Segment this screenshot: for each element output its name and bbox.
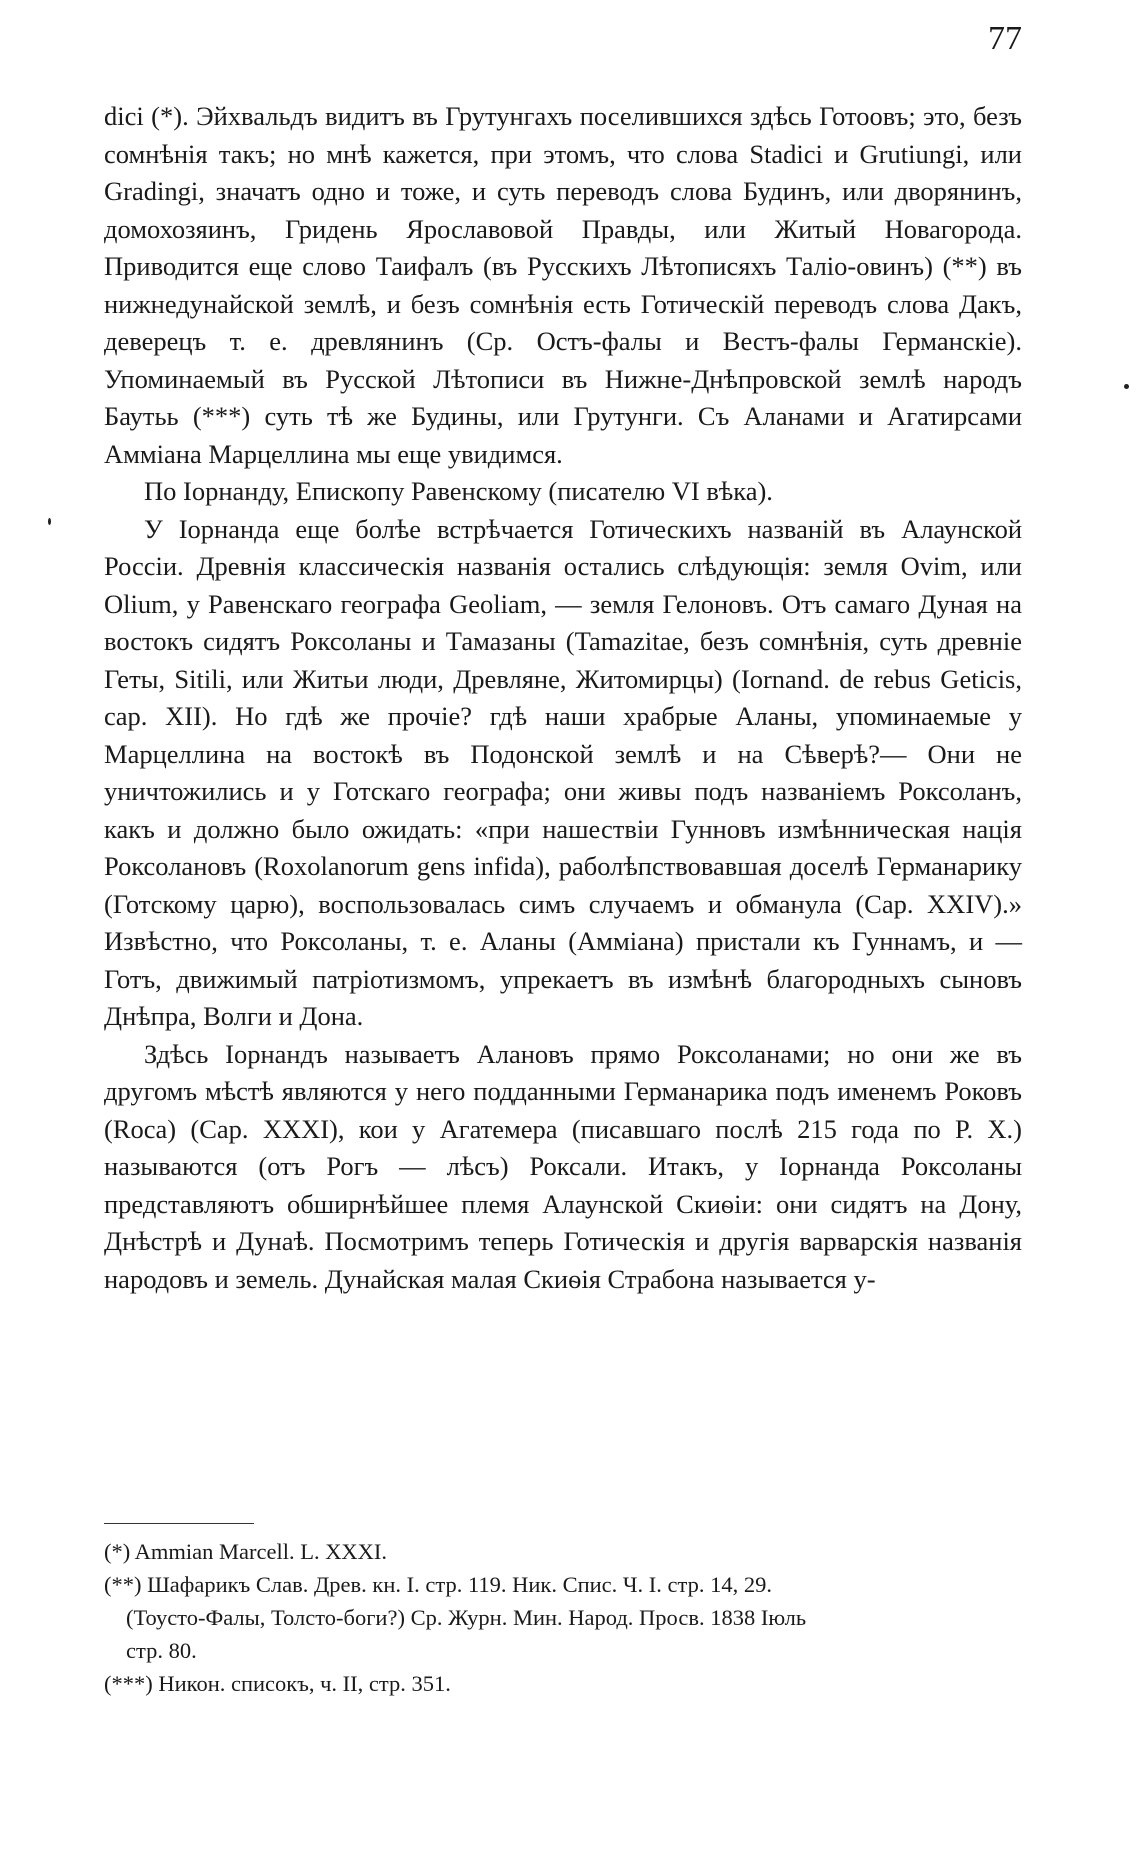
margin-ink-mark <box>1124 384 1129 389</box>
paragraph: У Іорнанда еще болѣе встрѣчается Готическихъ названій въ Алаунской Россіи. Древнія классическія названія остались слѣдующія: земля Ovim, или Olium, у Равенскаго географа Geoliam, — земля Гелоновъ. Отъ самаго Дуная на востокъ сидятъ Роксоланы и Тамазаны (Tamazitae, безъ сомнѣнія, суть древніе Геты, Sitili, или Житьи люди, Древляне, Житомирцы) (Iornand. de rebus Geticis, cap. XII). Но гдѣ же прочіе? гдѣ наши храбрые Аланы, упоминаемые у Марцеллина на востокѣ въ Подонской землѣ и на Сѣверѣ?— Они не уничтожились и у Готскаго географа; они живы подъ названіемъ Роксоланъ, какъ и должно было ожидать: «при нашествіи Гунновъ измѣнническая нація Роксолановъ (Roxolanorum gens infida), раболѣпствовавшая доселѣ Германарику (Готскому царю), воспользовалась симъ случаемъ и обманула (Cap. XXIV).» Извѣстно, что Роксоланы, т. е. Аланы (Аммiана) пристали къ Гуннамъ, и — Готъ, движимый патріотизмомъ, упрекаетъ въ измѣнѣ благородныхъ сыновъ Днѣпра, Волги и Дона. <box>104 513 1022 1031</box>
margin-ink-mark <box>48 518 51 525</box>
page-number: 77 <box>988 20 1022 57</box>
body-text <box>104 98 1022 1298</box>
footnote-divider <box>104 1523 254 1524</box>
section-heading: По Іорнанду, Епископу Равенскому (писателю VI вѣка). <box>144 476 773 506</box>
footnote: (*) Ammian Marcell. L. XXXI. <box>104 1539 388 1564</box>
footnote: (**) Шафарикъ Слав. Древ. кн. I. стр. 119. Ник. Спис. Ч. I. стр. 14, 29. <box>104 1572 773 1597</box>
footnote-continuation: стр. 80. <box>126 1638 197 1663</box>
paragraph: Здѣсь Іорнандъ называетъ Алановъ прямо Роксоланами; но они же въ другомъ мѣстѣ являются у него подданными Германарика подъ именемъ Роковъ (Roca) (Cap. XXXI), кои у Агатемера (писавшаго послѣ 215 года по Р. Х.) называются (отъ Рогъ — лѣсъ) Роксали. Итакъ, у Іорнанда Роксоланы представляютъ обширнѣйшее племя Алаунской Скиѳіи: они сидятъ на Дону, Днѣстрѣ и Дунаѣ. Посмотримъ теперь Готическія и другія варварскія названія народовъ и земель. Дунайская малая Скиѳія Страбона называется у- <box>104 1038 1022 1294</box>
paragraph: dici (*). Эйхвальдъ видитъ въ Грутунгахъ поселившихся здѣсь Готоовъ; это, безъ сомнѣнія такъ; но мнѣ кажется, при этомъ, что слова Stadici и Grutiungi, или Gradingi, значатъ одно и тоже, и суть переводъ слова Будинъ, или дворянинъ, домохозяинъ, Гридень Ярославовой Правды, или Житый Новагорода. Приводится еще слово Таифалъ (въ Русскихъ Лѣтописяхъ Таліо-овинъ) (**) въ нижнедунайской землѣ, и безъ сомнѣнія есть Готическій переводъ слова Дакъ, деверецъ т. е. древлянинъ (Ср. Остъ-фалы и Вестъ-фалы Германскіе). Упоминаемый въ Русской Лѣтописи въ Нижне-Днѣпровской землѣ народъ Баутьь (***) суть тѣ же Будины, или Грутунги. Съ Аланами и Агатирсами Аммiана Марцеллина мы еще увидимся. <box>104 101 1022 469</box>
footnote: (***) Никон. списокъ, ч. II, стр. 351. <box>104 1671 451 1696</box>
footnotes <box>104 1535 1022 1700</box>
footnote-continuation: (Тоусто-Фалы, Толсто-боги?) Ср. Журн. Мин. Народ. Просв. 1838 Іюль <box>126 1605 807 1630</box>
